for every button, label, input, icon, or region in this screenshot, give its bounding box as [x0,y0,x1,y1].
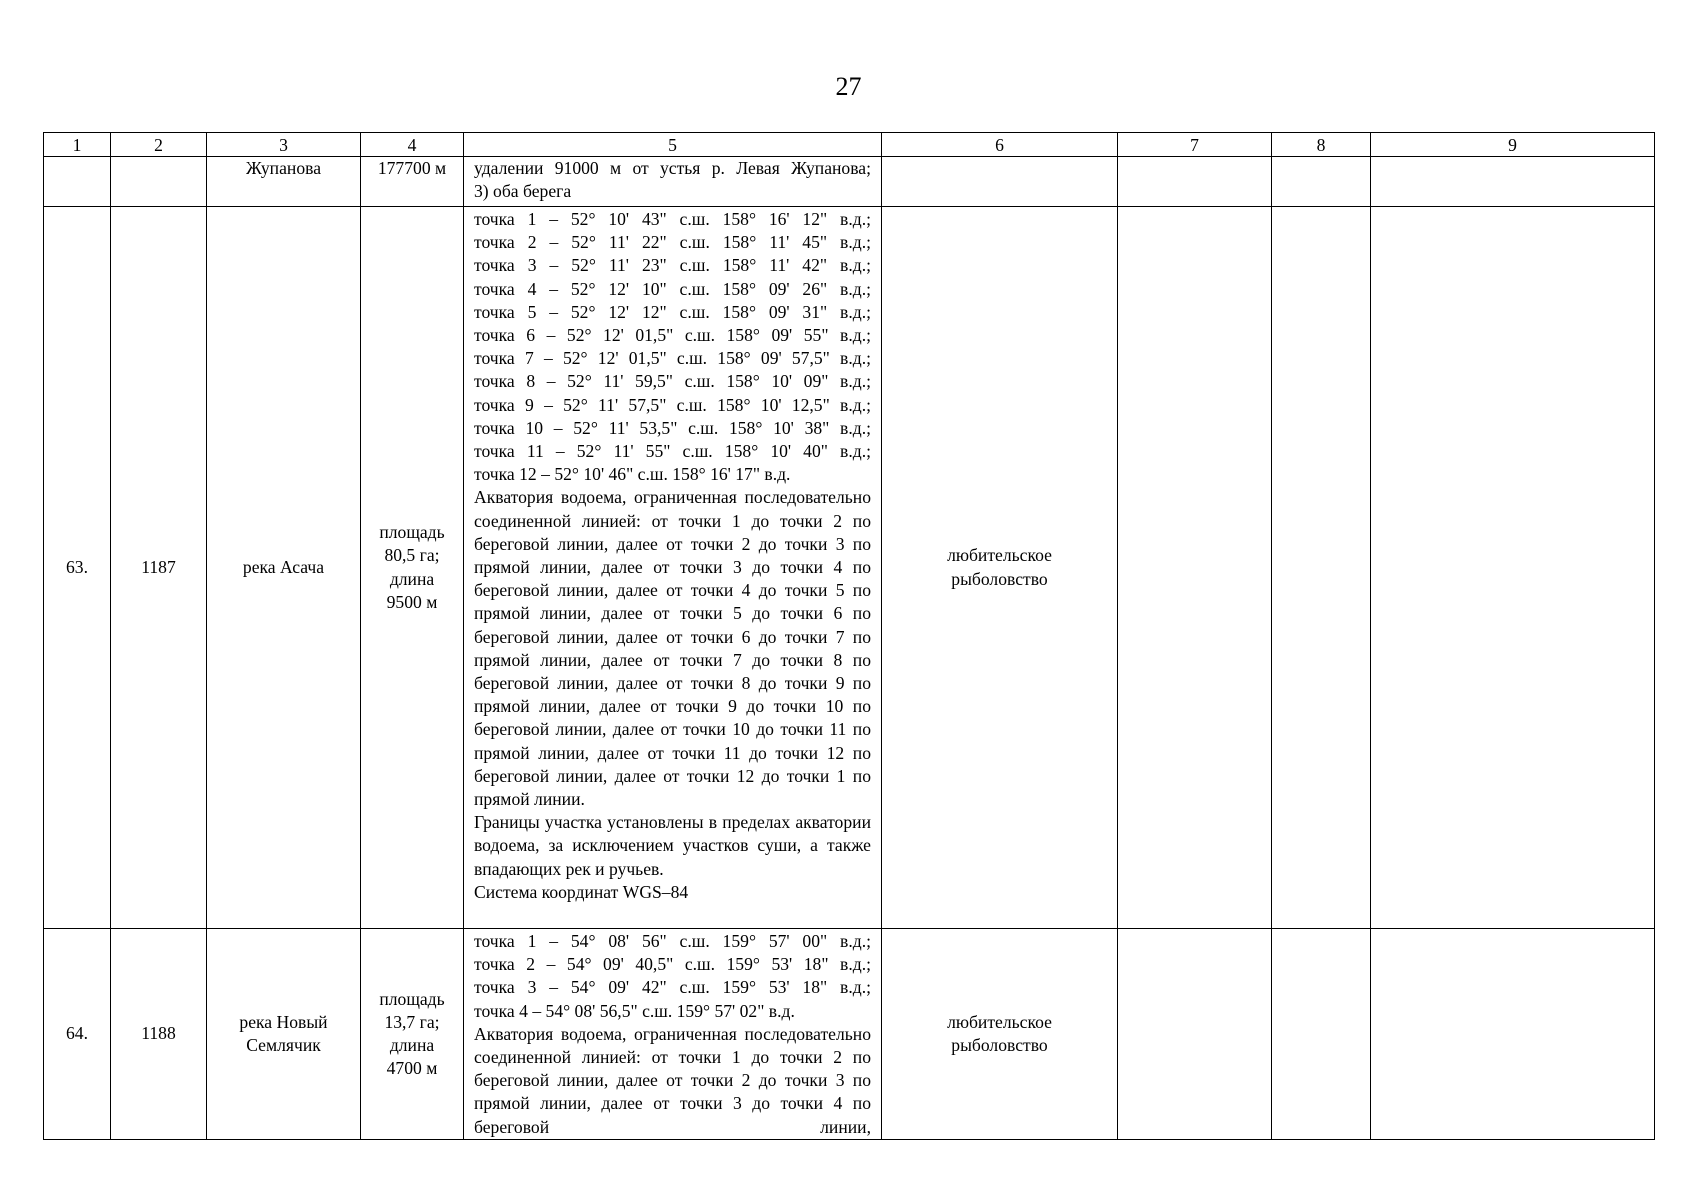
water-body-line: Семлячик [246,1035,321,1055]
boundary-description-cell [464,929,882,1140]
purpose-line: любительское [947,1011,1052,1032]
area-size-line: длина [389,1035,435,1055]
coordinate-point: точка 6 – 52° 12' 01,5" с.ш. 158° 09' 55" в.д.; [474,325,871,346]
column-header: 6 [882,133,1118,157]
coordinate-point: точка 1 – 52° 10' 43" с.ш. 158° 16' 12" в.д.; [474,209,871,229]
coordinate-point: точка 10 – 52° 11' 53,5" с.ш. 158° 10' 38" в.д.; [474,417,871,438]
table-row [44,929,1655,1140]
area-size-cell: 177700 м [361,157,464,207]
area-size-line: 13,7 га; [384,1011,440,1032]
coordinate-point: точка 12 – 52° 10' 46" с.ш. 158° 16' 17" в.д. [474,464,791,485]
row-number-cell [44,157,111,207]
empty-cell [1272,929,1371,1140]
coordinate-point: точка 8 – 52° 11' 59,5" с.ш. 158° 10' 09" в.д.; [474,371,871,392]
coordinate-point: точка 9 – 52° 11' 57,5" с.ш. 158° 10' 12,5" в.д.; [474,394,871,415]
area-size-line: 9500 м [386,591,438,612]
empty-cell [1371,929,1655,1140]
empty-cell [1371,207,1655,929]
area-size-cell [361,207,464,929]
boundary-description-cell [464,157,882,207]
area-size-cell [361,929,464,1140]
empty-cell [1371,157,1655,207]
coordinate-point: точка 1 – 54° 08' 56" с.ш. 159° 57' 00" в.д.; [474,931,871,951]
column-header: 4 [361,133,464,157]
boundary-description: Акватория водоема, ограниченная последовательно соединенной линией: от точки 1 до точки 2 по береговой линии, далее от точки 2 до точки 3 по прямой линии, далее от точки 3 до точки 4 по береговой линии, [474,1023,871,1137]
empty-cell [1118,207,1272,929]
coordinate-point: точка 11 – 52° 11' 55" с.ш. 158° 10' 40" в.д.; [474,441,871,462]
coordinate-point: точка 3 – 54° 09' 42" с.ш. 159° 53' 18" в.д.; [474,977,871,998]
coordinate-point: точка 4 – 54° 08' 56,5" с.ш. 159° 57' 02" в.д. [474,1000,795,1021]
purpose-cell [882,207,1118,929]
water-body-cell [207,929,361,1140]
column-header: 5 [464,133,882,157]
table-row [44,157,1655,207]
column-header: 8 [1272,133,1371,157]
water-body-cell: Жупанова [207,157,361,207]
text-line: 3) оба берега [474,181,572,202]
coordinate-point: точка 7 – 52° 12' 01,5" с.ш. 158° 09' 57,5" в.д.; [474,348,871,369]
purpose-line: рыболовство [951,568,1048,589]
purpose-line: любительское [947,545,1052,566]
area-size-line: длина [389,568,435,589]
column-header: 1 [44,133,111,157]
boundary-description-cell [464,207,882,929]
empty-cell [1272,157,1371,207]
column-header: 3 [207,133,361,157]
boundary-note: Границы участка установлены в пределах акватории водоема, за исключением участков суши, а также впадающих рек и ручьев. [474,812,871,879]
column-number-row [44,133,1655,157]
text-line: удалении 91000 м от устья р. Левая Жупанова; [474,158,871,178]
coordinate-point: точка 5 – 52° 12' 12" с.ш. 158° 09' 31" в.д.; [474,301,871,322]
area-size-line: площадь [379,522,445,543]
water-body-line: река Новый [239,1011,328,1032]
empty-cell [1118,157,1272,207]
row-number-cell: 63. [44,207,111,929]
column-header: 7 [1118,133,1272,157]
boundary-description: Акватория водоема, ограниченная последовательно соединенной линией: от точки 1 до точки 2 по береговой линии, далее от точки 2 до точки 3 по прямой линии, далее от точки 3 до точки 4 по береговой линии, далее от точки 4 до точки 5 по прямой линии, далее от точки 5 до точки 6 по береговой линии, далее от точки 6 до точки 7 по прямой линии, далее от точки 7 до точки 8 по береговой линии, далее от точки 8 до точки 9 по прямой линии, далее от точки 9 до точки 10 по береговой линии, далее от точки 10 до точки 11 по прямой линии, далее от точки 11 до точки 12 по береговой линии, далее от точки 12 до точки 1 по прямой линии. [474,487,871,810]
fishing-areas-table [43,132,1655,1140]
coordinate-system: Система координат WGS–84 [474,881,689,902]
area-id-cell: 1187 [111,207,207,929]
clipped-text [474,930,871,1137]
purpose-cell [882,157,1118,207]
area-id-cell: 1188 [111,929,207,1140]
column-header: 9 [1371,133,1655,157]
coordinate-point: точка 2 – 52° 11' 22" с.ш. 158° 11' 45" в.д.; [474,232,871,253]
page-number: 27 [835,72,862,101]
water-body-cell: река Асача [207,207,361,929]
purpose-cell [882,929,1118,1140]
empty-cell [1272,207,1371,929]
area-size-line: 4700 м [386,1058,438,1079]
area-id-cell [111,157,207,207]
coordinate-point: точка 3 – 52° 11' 23" с.ш. 158° 11' 42" в.д.; [474,255,871,276]
area-size-line: площадь [379,988,445,1009]
row-number-cell: 64. [44,929,111,1140]
area-size-line: 80,5 га; [384,545,440,566]
coordinate-point: точка 2 – 54° 09' 40,5" с.ш. 159° 53' 18" в.д.; [474,954,871,975]
purpose-line: рыболовство [951,1035,1048,1055]
empty-cell [1118,929,1272,1140]
table-row [44,207,1655,929]
column-header: 2 [111,133,207,157]
coordinate-point: точка 4 – 52° 12' 10" с.ш. 158° 09' 26" в.д.; [474,278,871,299]
